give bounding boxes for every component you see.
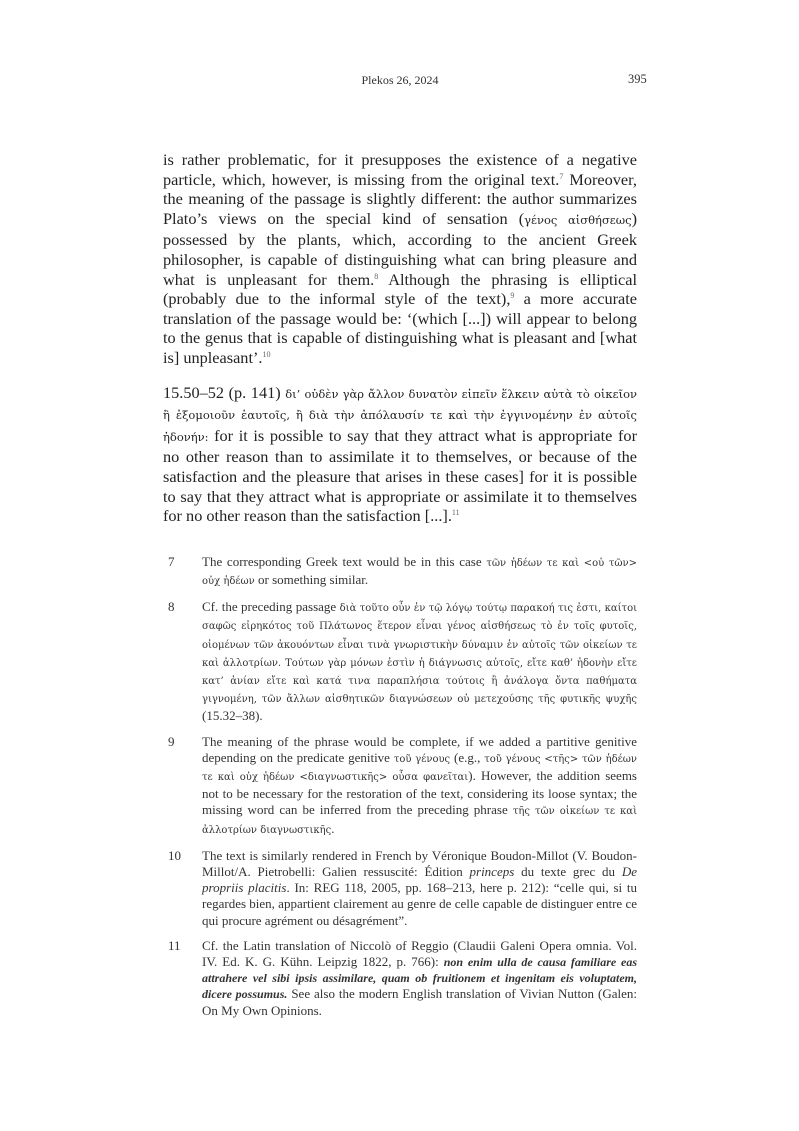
footnote-ref[interactable]: 10 [262, 349, 271, 359]
footnote [168, 848, 637, 929]
text: The corresponding Greek text would be in this case [202, 553, 487, 569]
text: Cf. the Latin translation of Niccolò of Reggio (Claudii Galeni Opera omnia. Vol. IV. Ed. K. G. Kühn. Leipzig 1822, p. 766): [202, 937, 637, 969]
footnote [168, 734, 637, 839]
text: ) possessed by the plants, which, according to the ancient Greek philosopher, is capable of distinguishing what can bring pleasure and what is unpleasant for them. [163, 208, 637, 289]
italic-text: princeps [469, 863, 515, 879]
footnote [168, 599, 637, 724]
greek-text: δι’ οὐδὲν γὰρ ἄλλον δυνατὸν εἰπεῖν ἕλκειν αὐτὰ τὸ οἰκεῖον ἢ ἐξομοιοῦν ἑαυτοῖς, ἢ διὰ τὴν ἀπόλαυσίν τε καὶ τὴν ἐγγινομένην ἐν αὐτοῖς ἡδονήν: [163, 386, 637, 444]
text: Cf. the preceding passage [202, 599, 340, 615]
text: ). However, the addition seems not to be necessary for the restoration of the text, considering its loose syntax; the missing word can be inferred from the preceding phrase [202, 767, 637, 818]
text: (e.g., [450, 749, 485, 765]
text: . [331, 820, 335, 836]
footnote-ref[interactable]: 11 [451, 508, 460, 518]
text: is rather problematic, for it presupposes the existence of a negative particle, which, however, is missing from the original text. [163, 150, 637, 189]
greek-text: γένος αἰσθήσεως [524, 212, 632, 227]
text: See also the modern English translation of Vivian Nutton (Galen: On My Own Opinions. [202, 986, 637, 1018]
text: a more accurate translation of the passage would be: ‘(which [...]) will appear to belong to the genus that is capable of distinguishing what is pleasant and [what is] unpleasant’. [163, 289, 638, 367]
running-title: Plekos 26, 2024 [361, 73, 439, 87]
greek-text: τοῦ γένους <τῆς> τῶν ἡδέων τε καὶ οὐχ ἡδέων <διαγνωστικῆς> οὖσα φανεῖται [202, 753, 638, 783]
page-number: 395 [628, 72, 647, 86]
text: or something similar. [254, 571, 369, 587]
footnote-ref[interactable]: 7 [559, 171, 564, 181]
footnote-number: 8 [168, 599, 175, 615]
greek-text: τῆς τῶν οἰκείων τε καὶ ἀλλοτρίων διαγνωστικῆς [202, 806, 637, 836]
footnote-text [202, 554, 637, 590]
text: Moreover, the meaning of the passage is slightly different: the author summarizes Plato’s views on the special kind of sensation ( [163, 169, 638, 228]
footnote-ref[interactable]: 8 [374, 271, 379, 281]
greek-text: διὰ τοῦτο οὖν ἐν τῷ λόγῳ τούτῳ παρακοή τις ἐστι, καίτοι σαφῶς εἰρηκότος τοῦ Πλάτωνος ἕτερον εἶναι γένος αἰσθήσεως τὸ ἐν τοῖς φυτοῖς, οἰομένων τῶν ἀκουόντων εἶναι τινὰ γνωριστικὴν δύναμιν ἐν αὐτοῖς τῶν οἰκείων τε καὶ ἀλλοτρίων. Τούτων γὰρ μόνων ἐστὶν ἡ διάγνωσις αὐτοῖς, εἴτε καθ’ ἡδονὴν εἴτε κατ’ ἀνίαν εἴτε καὶ κατά τινα παραπλήσια τούτοις ἢ ἀνάλογα ὄντα παθήματα γιγνομένη, τῶν ἄλλων αἰσθητικῶν διαγνώσεων οὐ μετεχούσης τῆς φυτικῆς ψυχῆς [202, 603, 638, 706]
footnote-text [202, 599, 637, 724]
paragraph [163, 150, 637, 368]
latin-quote: non enim ulla de causa familiare eas attrahere vel sibi ipsis assimilare, quam ob fruitionem et ingenitam eis voluptatem, dicere possumus. [202, 954, 637, 1002]
greek-text: τοῦ γένους [393, 753, 451, 765]
text: (15.32–38). [202, 708, 263, 724]
footnote-text [202, 938, 637, 1019]
page-header [0, 0, 799, 150]
footnote [168, 554, 637, 590]
footnote-number: 10 [168, 847, 181, 863]
footnote-text [202, 848, 637, 929]
text: The text is similarly rendered in French by Véronique Boudon-Millot (V. Boudon-Millot/A. Pietrobelli: Galien ressuscité: Édition [202, 847, 637, 879]
paragraph [163, 383, 637, 526]
text: for it is possible to say that they attract what is appropriate for no other reason than to assimilate it to themselves, or because of the satisfaction and the pleasure that arises in these cases] for it is possible to say that they attract what is appropriate or assimilate it to themselves for no other reason than the satisfaction [...]. [163, 425, 637, 526]
footnote [168, 938, 637, 1019]
text: Although the phrasing is elliptical (probably due to the informal style of the text), [163, 269, 637, 309]
footnote-number: 11 [168, 937, 181, 953]
footnote-number: 7 [168, 553, 175, 569]
text: 15.50–52 (p. 141) [163, 382, 286, 402]
text: The meaning of the phrase would be complete, if we added a partitive genitive depending on the predicate genitive [202, 733, 637, 765]
italic-text: De propriis placitis [202, 863, 638, 896]
text: du texte grec du [514, 863, 622, 879]
footnote-number: 9 [168, 733, 175, 749]
footnote-text [202, 734, 637, 839]
text: . In: REG 118, 2005, pp. 168–213, here p. 212): “celle qui, si tu regardes bien, appartient clairement au genre de celle capable de distinguer entre ce qui procure agrément ou désagrément”. [202, 880, 637, 928]
footnotes [168, 554, 637, 1068]
main-text [163, 150, 637, 526]
footnote-ref[interactable]: 9 [510, 291, 515, 301]
greek-text: τῶν ἡδέων τε καὶ <οὐ τῶν> οὐχ ἡδέων [202, 557, 637, 587]
